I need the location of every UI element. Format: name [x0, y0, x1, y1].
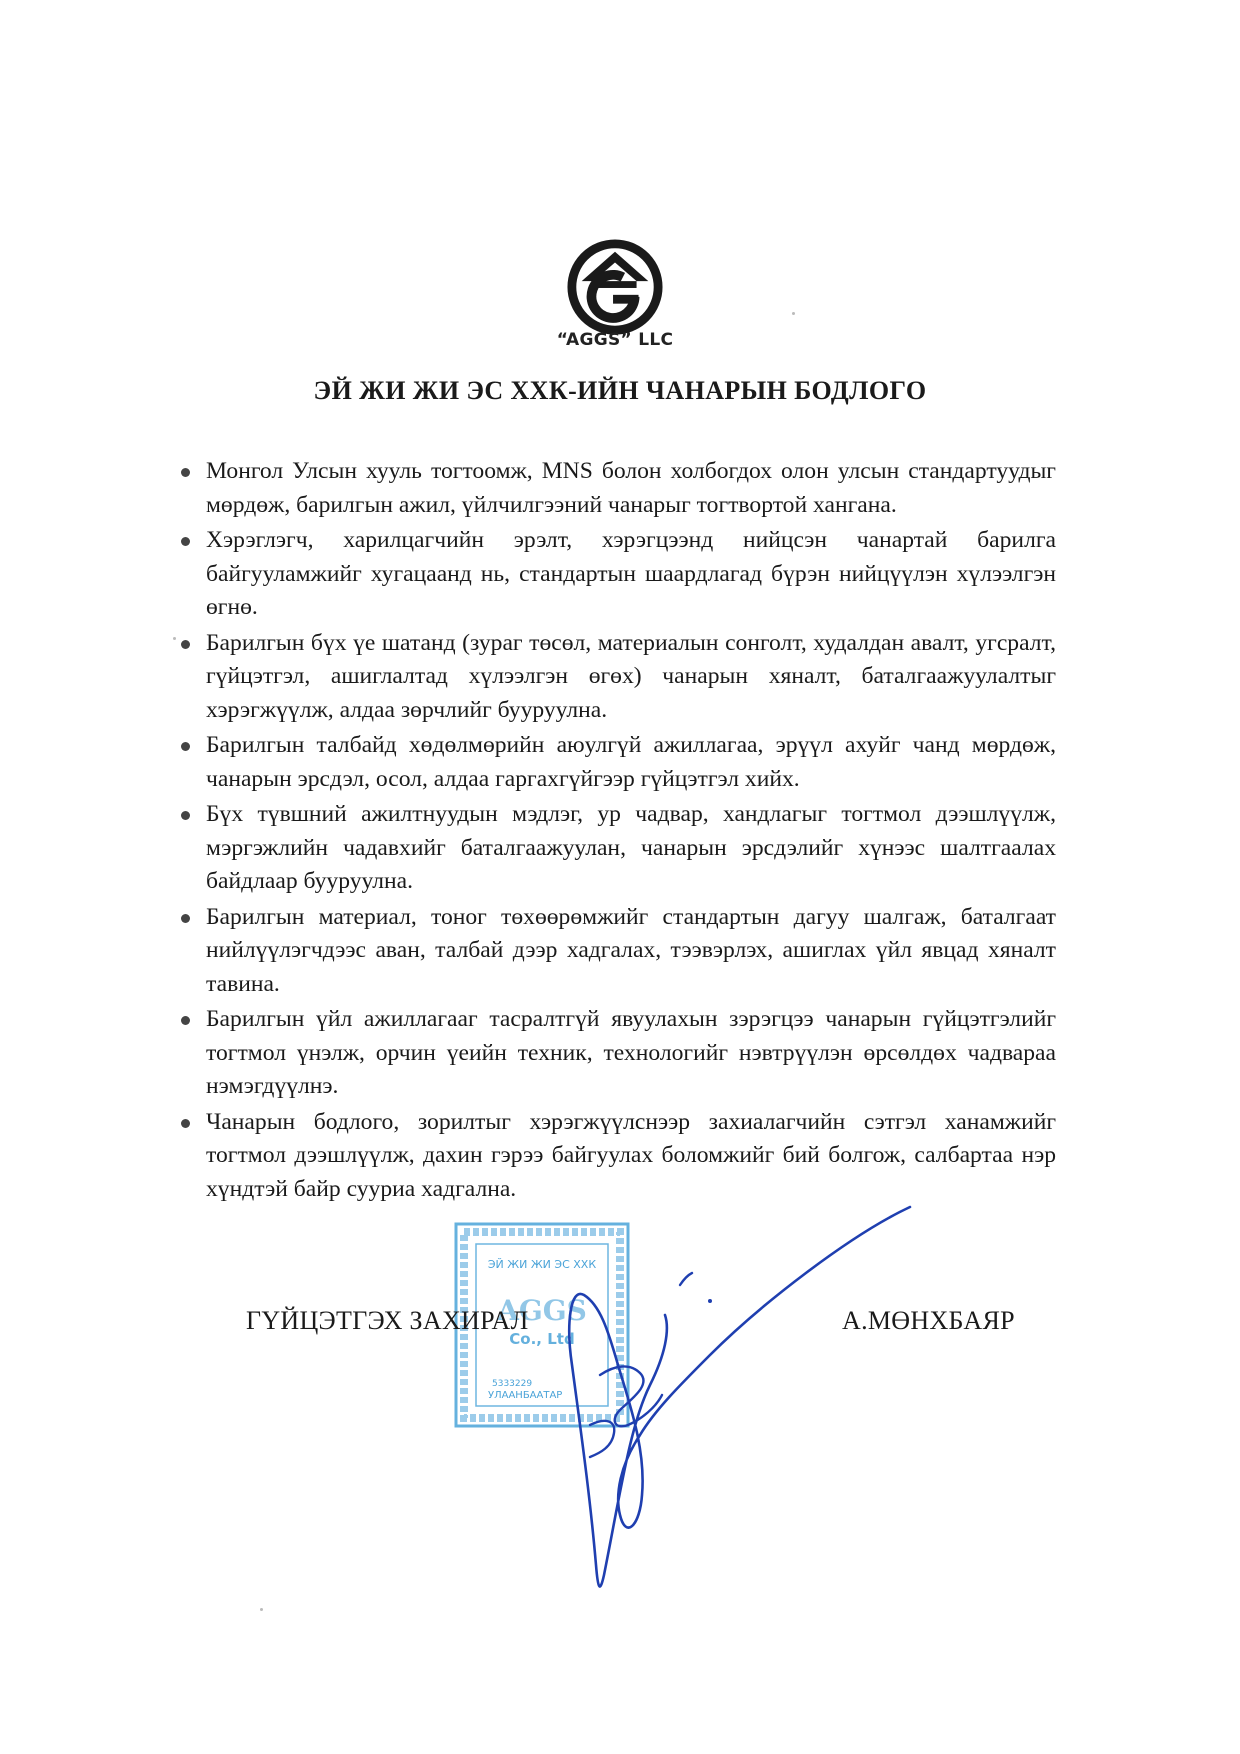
list-item-text: Барилгын бүх үе шатанд (зураг төсөл, материалын сонголт, худалдан авалт, угсралт, гүйцэтгэл, ашиглалтад хүлээлгэн өгөх) чанарын хяналт, баталгаажуулалтыг хэрэгжүүлж, алдаа зөрчлийг бууруулна.	[206, 629, 1056, 723]
signatory-name: А.МӨНХБАЯР	[842, 1306, 1015, 1335]
list-item-text: Барилгын талбайд хөдөлмөрийн аюулгүй ажиллагаа, эрүүл ахуйг чанд мөрдөж, чанарын эрсдэл, осол, алдаа гаргахгүйгээр гүйцэтгэл хийх.	[206, 732, 1056, 792]
stamp-line1: ЭЙ ЖИ ЖИ ЭС ХХК	[487, 1258, 597, 1271]
list-item-text: Хэрэглэгч, харилцагчийн эрэлт, хэрэгцээнд нийцсэн чанартай барилга байгууламжийг хугацаанд нь, стандартын шаардлагад бүрэн нийцүүлэн хүлээлгэн өгнө.	[206, 527, 1056, 620]
bullet-icon	[181, 537, 190, 546]
list-item-text: Чанарын бодлого, зорилтыг хэрэгжүүлснээр захиалагчийн сэтгэл ханамжийг тогтмол дээшлүүлж, дахин гэрээ байгуулах боломжийг бий болгож, салбартаа нэр хүндтэй байр сууриа хадгална.	[206, 1108, 1056, 1202]
list-item	[178, 455, 1056, 522]
signatory-position: ГҮЙЦЭТГЭХ ЗАХИРАЛ	[246, 1306, 529, 1335]
list-item	[178, 729, 1056, 796]
bullet-icon	[181, 914, 190, 923]
list-item-text: Бүх түвшний ажилтнуудын мэдлэг, ур чадвар, хандлагыг тогтмол дээшлүүлж, мэргэжлийн чадавхийг баталгаажуулан, чанарын эрсдэлийг хүнээс шалтгаалах байдлаар бууруулна.	[206, 801, 1056, 894]
policy-list	[178, 455, 1056, 1208]
stamp-line5: УЛААНБААТАР	[488, 1390, 563, 1401]
bullet-icon	[181, 1016, 190, 1025]
list-item	[178, 798, 1056, 899]
bullet-icon	[181, 640, 190, 649]
bullet-icon	[181, 468, 190, 477]
list-item-text: Барилгын материал, тоног төхөөрөмжийг стандартын дагуу шалгаж, баталгаат нийлүүлэгчдээс аван, талбай дээр хадгалах, тээвэрлэх, ашиглах үйл явцад хяналт тавина.	[206, 903, 1056, 997]
handwritten-signature	[560, 1195, 920, 1595]
stamp-line2: AGGS	[497, 1294, 587, 1327]
list-item-text: Монгол Улсын хууль тогтоомж, MNS болон холбогдох олон улсын стандартуудыг мөрдөж, барилгын ажил, үйлчилгээний чанарыг тогтвортой хангана.	[206, 458, 1056, 518]
scan-speck	[173, 637, 176, 640]
scan-speck	[792, 312, 795, 315]
bullet-icon	[181, 742, 190, 751]
stamp-line3: Co., Ltd	[509, 1330, 575, 1348]
list-item-text: Барилгын үйл ажиллагааг тасралтгүй явуулахын зэрэгцээ чанарын гүйцэтгэлийг тогтмол үнэлж, орчин үеийн техник, технологийг нэвтрүүлэн өрсөлдөх чадвараа нэмэгдүүлнэ.	[206, 1006, 1056, 1099]
page-title: ЭЙ ЖИ ЖИ ЭС ХХК-ИЙН ЧАНАРЫН БОДЛОГО	[313, 376, 927, 405]
stamp-line4: 5333229	[492, 1379, 533, 1389]
bullet-icon	[181, 1119, 190, 1128]
scan-speck	[260, 1608, 263, 1611]
company-name-caption: “AGGS” LLC	[556, 330, 674, 350]
list-item	[178, 524, 1056, 625]
company-logo-icon	[566, 238, 664, 336]
bullet-icon	[181, 811, 190, 820]
list-item	[178, 901, 1056, 1002]
list-item	[178, 1106, 1056, 1207]
list-item	[178, 1003, 1056, 1104]
list-item	[178, 627, 1056, 728]
